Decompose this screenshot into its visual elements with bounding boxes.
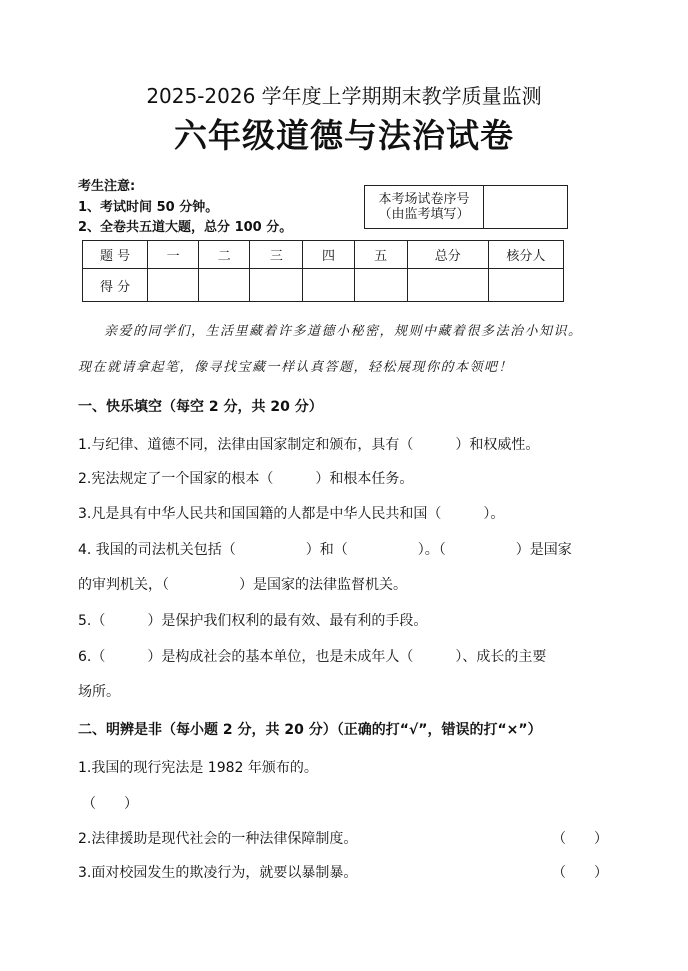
score-header-3: 三 <box>250 241 303 269</box>
exam-subtitle: 2025-2026 学年度上学期期末教学质量监测 <box>146 84 542 108</box>
s1-question-2: 2.宪法规定了一个国家的根本（ ）和根本任务。 <box>78 471 414 487</box>
score-row-label: 得 分 <box>83 269 148 302</box>
score-cell-checker[interactable] <box>488 269 563 302</box>
intro-line-1: 亲爱的同学们，生活里藏着许多道德小秘密，规则中藏着很多法治小知识。 <box>104 324 583 339</box>
score-cell-5[interactable] <box>354 269 407 302</box>
notice-title: 考生注意: <box>78 179 136 194</box>
s1-question-4-line1: 4. 我国的司法机关包括（ ）和（ ）。（ ）是国家 <box>78 542 572 558</box>
score-cell-1[interactable] <box>148 269 199 302</box>
notice-item-1: 1、考试时间 50 分钟。 <box>78 200 219 215</box>
s2-answer-2[interactable]: （ ） <box>552 831 608 847</box>
score-cell-3[interactable] <box>250 269 303 302</box>
serial-number-field[interactable] <box>484 186 568 229</box>
s1-question-1: 1.与纪律、道德不同，法律由国家制定和颁布，具有（ ）和权威性。 <box>78 437 540 453</box>
notice-item-2: 2、全卷共五道大题，总分 100 分。 <box>78 220 293 235</box>
s2-answer-3[interactable]: （ ） <box>552 865 608 881</box>
s1-question-6-line2: 场所。 <box>78 684 120 700</box>
s1-question-4-line2: 的审判机关，（ ）是国家的法律监督机关。 <box>78 577 407 593</box>
s2-question-3: 3.面对校园发生的欺凌行为，就要以暴制暴。 <box>78 865 358 881</box>
score-header-checker: 核分人 <box>488 241 563 269</box>
score-header-total: 总分 <box>407 241 488 269</box>
score-header-label: 题 号 <box>83 241 148 269</box>
score-header-2: 二 <box>199 241 250 269</box>
section-2-title: 二、明辨是非（每小题 2 分，共 20 分）（正确的打“√”，错误的打“×”） <box>78 722 542 738</box>
s2-answer-1[interactable]: （ ） <box>82 796 138 812</box>
intro-line-2: 现在就请拿起笔，像寻找宝藏一样认真答题，轻松展现你的本领吧！ <box>78 360 514 375</box>
score-header-5: 五 <box>354 241 407 269</box>
section-1-title: 一、快乐填空（每空 2 分，共 20 分） <box>78 399 323 415</box>
serial-number-box <box>364 185 568 229</box>
score-header-4: 四 <box>303 241 354 269</box>
score-cell-2[interactable] <box>199 269 250 302</box>
s2-question-2: 2.法律援助是现代社会的一种法律保障制度。 <box>78 831 358 847</box>
serial-label-line2: （由监考填写） <box>378 207 470 222</box>
exam-title: 六年级道德与法治试卷 <box>174 116 514 155</box>
score-header-1: 一 <box>148 241 199 269</box>
serial-number-label <box>365 186 484 229</box>
score-cell-4[interactable] <box>303 269 354 302</box>
s2-question-1: 1.我国的现行宪法是 1982 年颁布的。 <box>78 760 318 776</box>
s1-question-3: 3.凡是具有中华人民共和国国籍的人都是中华人民共和国（ ）。 <box>78 506 505 522</box>
s1-question-6-line1: 6.（ ）是构成社会的基本单位，也是未成年人（ ）、成长的主要 <box>78 649 547 665</box>
score-table <box>82 240 564 302</box>
s1-question-5: 5.（ ）是保护我们权利的最有效、最有利的手段。 <box>78 613 428 629</box>
score-cell-total[interactable] <box>407 269 488 302</box>
serial-label-line1: 本考场试卷序号 <box>378 192 470 207</box>
